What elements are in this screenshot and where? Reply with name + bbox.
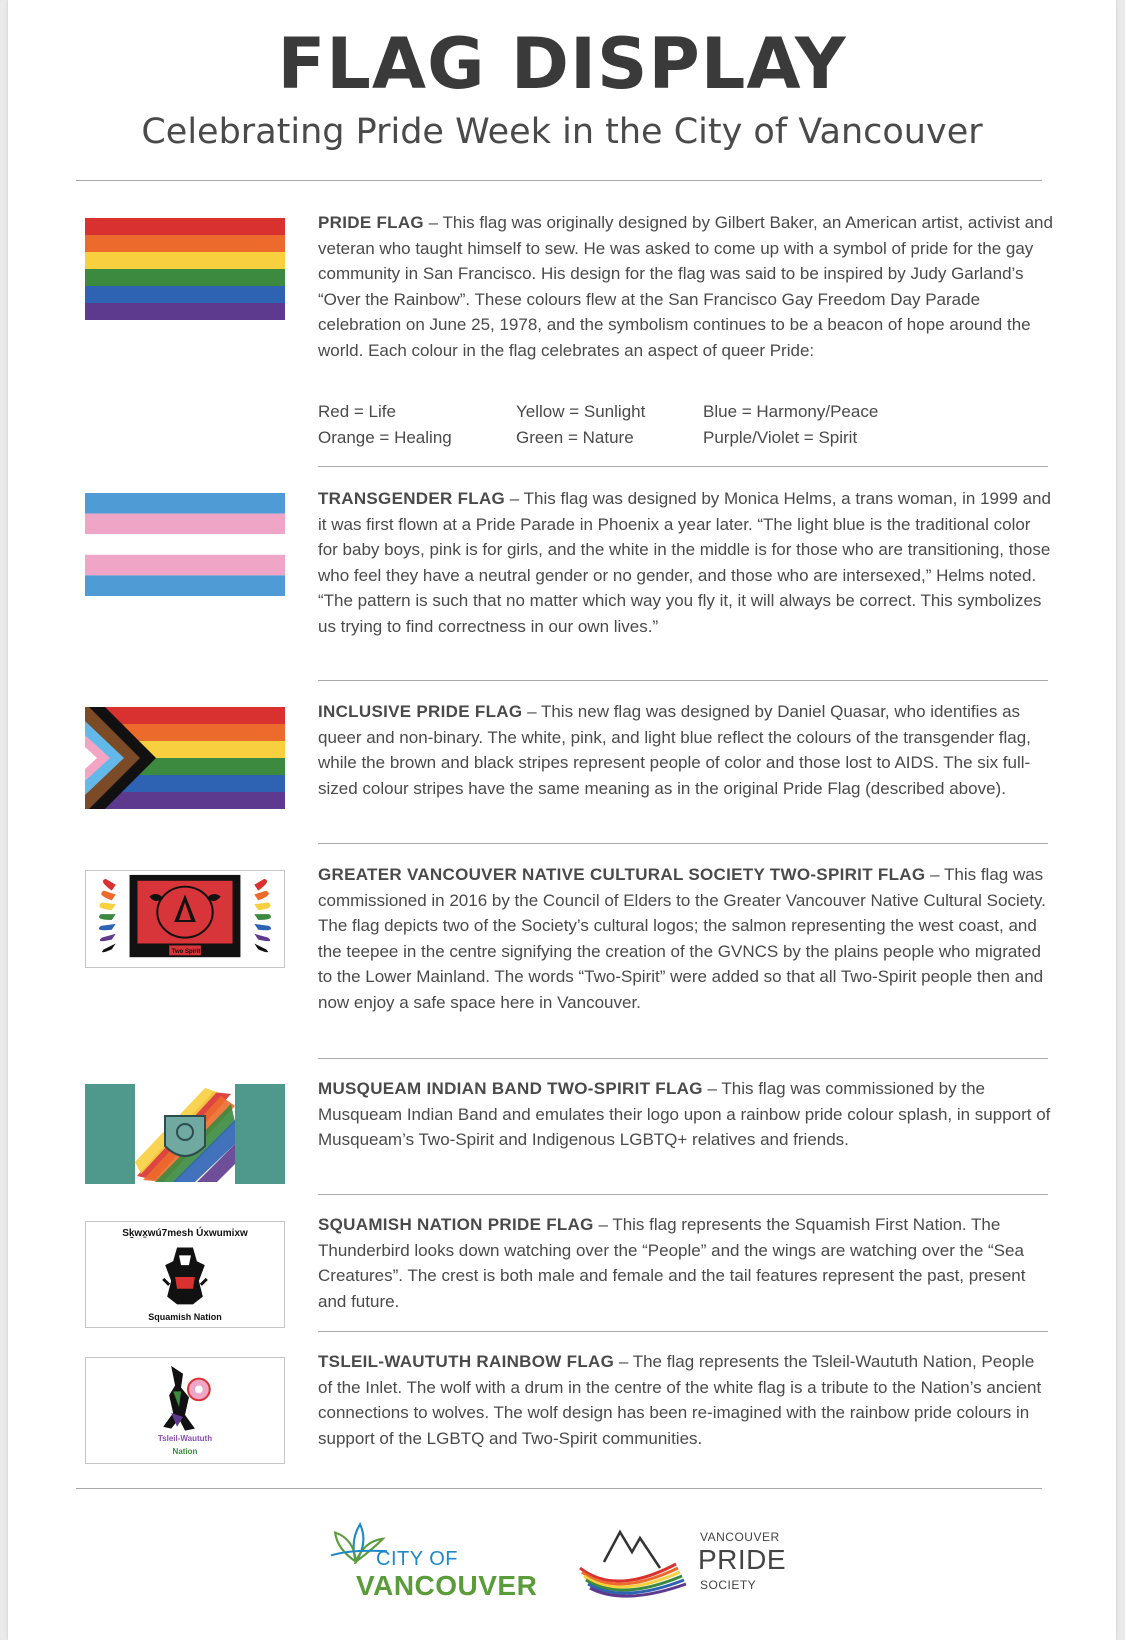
tsleil-waututh-flag-description: TSLEIL-WAUTUTH RAINBOW FLAG – The flag represents the Tsleil-Waututh Nation, People of the Inlet. The wolf with a drum in the centre of the white flag is a tribute to the Nation’s ancient connections to wolves. The wolf design has been re-imagined with the rainbow pride colours in support of the LGBTQ and Two-Spirit communities. xyxy=(318,1352,1042,1448)
section-divider xyxy=(318,843,1048,844)
flag-text: This flag represents the Squamish First Nation. The Thunderbird looks down watching over the “People” and the wings are watching over the “Sea Creatures”. The crest is both male and female and the tail features represent the past, present and future. xyxy=(318,1215,1026,1311)
city-logo-line2: VANCOUVER xyxy=(356,1570,538,1601)
footer-divider xyxy=(76,1488,1042,1489)
pride-logo-line3: SOCIETY xyxy=(700,1578,757,1592)
meaning-yellow: Yellow = Sunlight xyxy=(516,402,646,421)
transgender-flag-description: TRANSGENDER FLAG – This flag was designed by Monica Helms, a trans woman, in 1999 and it was first flown at a Pride Parade in Phoenix a year later. “The light blue is the traditional color for baby boys, pink is for girls, and the white in the middle is for those who are transitioning, those who feel they have a neutral gender or no gender, and those who are intersexed,” Helms noted. “The pattern is such that no matter which way you fly it, it will always be correct. This symbolizes us trying to find correctness in our own lives.” xyxy=(318,489,1051,636)
section-divider xyxy=(318,1058,1048,1059)
gvncs-two-spirit-flag-image xyxy=(85,870,285,968)
city-of-vancouver-logo xyxy=(326,1518,536,1608)
section-divider xyxy=(318,466,1048,467)
flag-name: TRANSGENDER FLAG xyxy=(318,489,506,508)
meaning-blue: Blue = Harmony/Peace xyxy=(703,402,879,421)
section-divider xyxy=(318,680,1048,681)
gvncs-flag-description: GREATER VANCOUVER NATIVE CULTURAL SOCIETY TWO-SPIRIT FLAG – This flag was commissioned in 2016 by the Council of Elders to the Greater Vancouver Native Cultural Society. The flag depicts two of the Society’s cultural logos; the salmon representing the west coast, and the teepee in the centre signifying the creation of the GVNCS by the plains people who migrated to the Lower Mainland. The words “Two-Spirit” were added so that all Two-Spirit people then and now enjoy a safe space here in Vancouver. xyxy=(318,865,1046,1012)
feather-right-icon xyxy=(254,879,271,952)
musqueam-flag-description: MUSQUEAM INDIAN BAND TWO-SPIRIT FLAG – This flag was commissioned by the Musqueam Indian Band and emulates their logo upon a rainbow pride colour splash, in support of Musqueam’s Two-Spirit and Indigenous LGBTQ+ relatives and friends. xyxy=(318,1079,1051,1150)
inclusive-flag-description: INCLUSIVE PRIDE FLAG – This new flag was designed by Daniel Quasar, who identifies as queer and non-binary. The white, pink, and light blue reflect the colours of the transgender flag, while the brown and black stripes represent people of color and those lost to AIDS. The six full-sized colour stripes have the same meaning as in the original Pride Flag (described above). xyxy=(318,702,1031,798)
pride-logo-line2: PRIDE xyxy=(698,1544,787,1575)
vancouver-pride-society-logo xyxy=(576,1518,796,1614)
meaning-green: Green = Nature xyxy=(516,428,634,447)
page-subtitle: Celebrating Pride Week in the City of Vancouver xyxy=(141,112,983,152)
section-divider xyxy=(318,1331,1048,1332)
tsleil-image-label-2: Nation xyxy=(172,1447,198,1456)
flag-text: This flag was commissioned by the Musqueam Indian Band and emulates their logo upon a rainbow pride colour splash, in support of Musqueam’s Two-Spirit and Indigenous LGBTQ+ relatives and friends. xyxy=(318,1079,1051,1150)
flag-text: The flag represents the Tsleil-Waututh Nation, People of the Inlet. The wolf with a drum in the centre of the white flag is a tribute to the Nation’s ancient connections to wolves. The wolf design has been re-imagined with the rainbow pride colours in support of the LGBTQ and Two-Spirit communities. xyxy=(318,1352,1042,1448)
tsleil-image-label-1: Tsleil-Waututh xyxy=(157,1434,213,1443)
tsleil-waututh-flag-image xyxy=(85,1357,285,1464)
flag-text: This flag was originally designed by Gilbert Baker, an American artist, activist and veteran who taught himself to sew. He was asked to come up with a symbol of pride for the gay community in San Francisco. His design for the flag was said to be inspired by Judy Garland’s “Over the Rainbow”. These colours flew at the San Francisco Gay Freedom Day Parade celebration on June 25, 1978, and the symbolism continues to be a beacon of hope around the world. Each colour in the flag celebrates an aspect of queer Pride: xyxy=(318,213,1053,360)
meaning-orange: Orange = Healing xyxy=(318,428,452,447)
flag-display-sheet xyxy=(8,0,1116,1640)
two-spirit-image-label: Two Spirit xyxy=(171,949,201,955)
flag-name: PRIDE FLAG xyxy=(318,213,424,232)
pride-flag-description: PRIDE FLAG – This flag was originally designed by Gilbert Baker, an American artist, activist and veteran who taught himself to sew. He was asked to come up with a symbol of pride for the gay community in San Francisco. His design for the flag was said to be inspired by Judy Garland’s “Over the Rainbow”. These colours flew at the San Francisco Gay Freedom Day Parade celebration on June 25, 1978, and the symbolism continues to be a beacon of hope around the world. Each colour in the flag celebrates an aspect of queer Pride: xyxy=(318,213,1053,360)
pride-logo-line1: VANCOUVER xyxy=(700,1530,780,1544)
meaning-red: Red = Life xyxy=(318,402,396,421)
inclusive-pride-flag-image xyxy=(85,707,285,809)
pride-mountain-icon xyxy=(576,1518,696,1598)
pride-flag-image xyxy=(85,218,285,320)
flag-name: SQUAMISH NATION PRIDE FLAG xyxy=(318,1215,594,1234)
meaning-purple: Purple/Violet = Spirit xyxy=(703,428,858,447)
page-title: FLAG DISPLAY xyxy=(277,23,847,105)
flag-name: TSLEIL-WAUTUTH RAINBOW FLAG xyxy=(318,1352,615,1371)
transgender-flag-image xyxy=(85,493,285,596)
flag-text: This flag was designed by Monica Helms, a trans woman, in 1999 and it was first flown at a Pride Parade in Phoenix a year later. “The light blue is the traditional color for baby boys, pink is for girls, and the white in the middle is for those who are transitioning, those who feel they have a neutral gender or no gender, and those who are intersexed,” Helms noted. “The pattern is such that no matter which way you fly it, it will always be correct. This symbolizes us trying to find correctness in our own lives.” xyxy=(318,489,1051,636)
flag-name: GREATER VANCOUVER NATIVE CULTURAL SOCIETY TWO-SPIRIT FLAG xyxy=(318,865,926,884)
flag-name: INCLUSIVE PRIDE FLAG xyxy=(318,702,523,721)
squamish-flag-description: SQUAMISH NATION PRIDE FLAG – This flag represents the Squamish First Nation. The Thunderbird looks down watching over the “People” and the wings are watching over the “Sea Creatures”. The crest is both male and female and the tail features represent the past, present and future. xyxy=(318,1215,1026,1311)
musqueam-flag-image xyxy=(85,1084,285,1184)
feather-left-icon xyxy=(99,879,116,952)
flag-text: This new flag was designed by Daniel Quasar, who identifies as queer and non-binary. The white, pink, and light blue reflect the colours of the transgender flag, while the brown and black stripes represent people of color and those lost to AIDS. The six full-sized colour stripes have the same meaning as in the original Pride Flag (described above). xyxy=(318,702,1031,798)
header-divider xyxy=(76,180,1042,181)
squamish-image-top-label: Sḵwx̱wú7mesh Úxwumixw xyxy=(122,1228,248,1239)
section-divider xyxy=(318,1194,1048,1195)
flag-text: This flag was commissioned in 2016 by the Council of Elders to the Greater Vancouver Native Cultural Society. The flag depicts two of the Society’s cultural logos; the salmon representing the west coast, and the teepee in the centre signifying the creation of the GVNCS by the plains people who migrated to the Lower Mainland. The words “Two-Spirit” were added so that all Two-Spirit people then and now enjoy a safe space here in Vancouver. xyxy=(318,865,1046,1012)
squamish-image-bottom-label: Squamish Nation xyxy=(148,1312,222,1322)
squamish-flag-image xyxy=(85,1221,285,1328)
flag-name: MUSQUEAM INDIAN BAND TWO-SPIRIT FLAG xyxy=(318,1079,703,1098)
city-logo-line1: CITY OF xyxy=(376,1548,459,1570)
